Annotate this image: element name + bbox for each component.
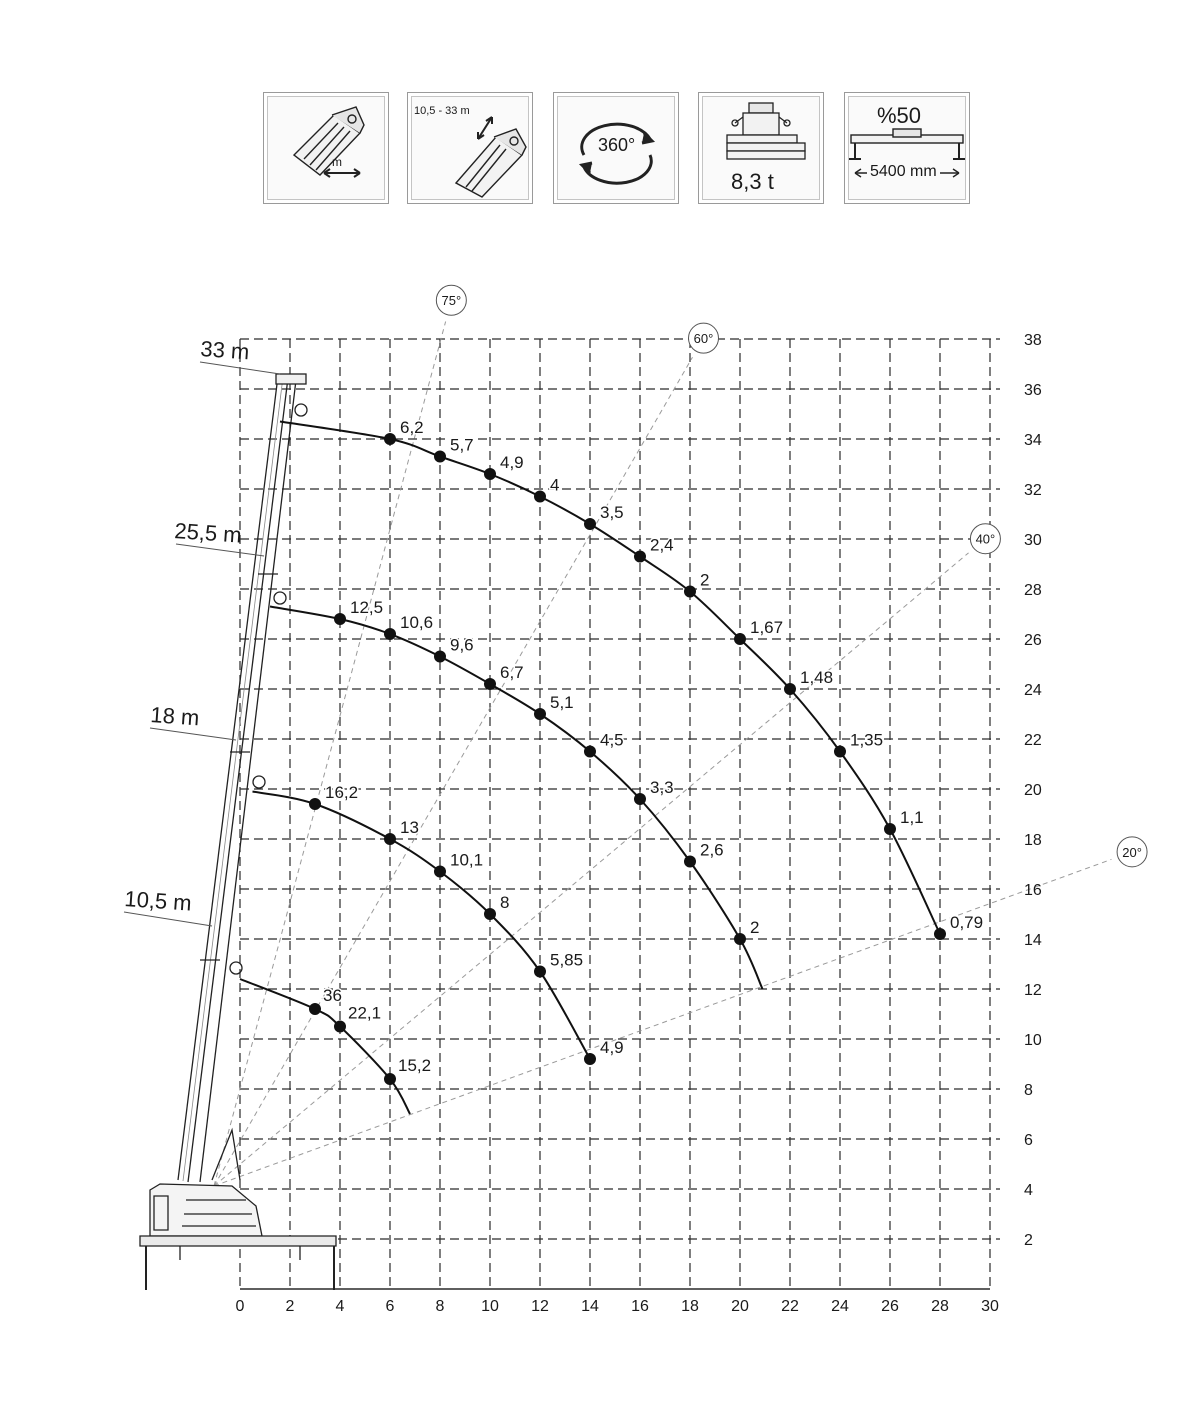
angle-line: [214, 553, 969, 1186]
boom-length-label: 25,5 m: [173, 518, 243, 548]
load-point: [584, 518, 596, 530]
load-capacity-label: 0,79: [950, 913, 984, 932]
load-point: [384, 628, 396, 640]
load-capacity-label: 1,48: [800, 668, 834, 687]
angle-label: 20°: [1122, 844, 1142, 860]
load-point: [434, 451, 446, 463]
load-capacity-label: 1,35: [850, 730, 884, 750]
load-point: [334, 1021, 346, 1033]
load-capacity-label: 5,1: [550, 693, 574, 712]
x-tick-label: 10: [481, 1298, 499, 1315]
y-tick-label: 32: [1024, 482, 1042, 499]
y-tick-label: 38: [1024, 332, 1042, 349]
load-capacity-label: 10,1: [450, 850, 484, 870]
load-capacity-label: 2,6: [700, 840, 724, 860]
x-tick-label: 4: [335, 1298, 345, 1315]
load-capacity-label: 22,1: [348, 1003, 382, 1023]
load-capacity-label: 8: [500, 893, 510, 912]
load-point: [884, 823, 896, 835]
crane-drawing: [140, 374, 336, 1290]
load-capacity-label: 16,2: [325, 783, 359, 802]
load-capacity-label: 3,3: [650, 778, 674, 797]
y-tick-label: 14: [1024, 932, 1042, 949]
y-tick-label: 30: [1024, 532, 1042, 549]
load-point: [684, 856, 696, 868]
y-tick-label: 28: [1024, 582, 1042, 599]
load-point: [484, 468, 496, 480]
load-point: [584, 1053, 596, 1065]
load-capacity-label: 6,7: [500, 663, 524, 682]
y-tick-label: 22: [1024, 732, 1042, 749]
x-tick-label: 0: [235, 1298, 245, 1315]
boom-length-label: 18 m: [149, 702, 201, 731]
load-capacity-label: 2: [700, 570, 710, 590]
x-tick-label: 30: [981, 1298, 999, 1315]
x-tick-label: 20: [731, 1298, 749, 1315]
x-tick-label: 18: [681, 1298, 699, 1315]
load-point: [384, 833, 396, 845]
angle-lines: [214, 285, 1147, 1186]
load-point: [734, 633, 746, 645]
x-tick-label: 24: [831, 1298, 849, 1315]
load-capacity-label: 1,1: [900, 808, 924, 827]
y-tick-label: 12: [1024, 982, 1042, 999]
load-point: [484, 678, 496, 690]
angle-line: [214, 859, 1111, 1186]
load-capacity-label: 4,9: [600, 1038, 624, 1057]
y-tick-label: 4: [1024, 1182, 1033, 1199]
load-capacity-label: 5,7: [450, 435, 474, 455]
y-tick-label: 26: [1024, 632, 1042, 649]
load-point: [684, 586, 696, 598]
outrigger-percent-label: %50: [877, 103, 922, 128]
load-capacity-label: 1,67: [750, 618, 784, 637]
load-point: [584, 746, 596, 758]
x-tick-label: 28: [931, 1298, 949, 1315]
load-capacity-label: 13: [400, 818, 419, 837]
x-tick-label: 14: [581, 1298, 599, 1315]
load-capacity-label: 4: [550, 475, 560, 495]
load-point: [484, 908, 496, 920]
y-tick-label: 20: [1024, 782, 1042, 799]
y-tick-label: 2: [1024, 1232, 1033, 1249]
load-capacity-label: 36: [323, 986, 342, 1005]
y-tick-label: 8: [1024, 1082, 1033, 1099]
load-capacity-label: 6,2: [400, 418, 424, 437]
y-tick-label: 36: [1024, 382, 1042, 399]
load-point: [734, 933, 746, 945]
y-tick-label: 34: [1024, 432, 1042, 449]
load-point: [334, 613, 346, 625]
boom-range-label: 10,5 - 33 m: [414, 105, 470, 117]
load-capacity-label: 2,4: [650, 535, 674, 555]
load-point: [634, 793, 646, 805]
slewing-label: 360°: [598, 135, 636, 155]
angle-label: 75°: [441, 293, 462, 309]
load-capacity-label: 2: [750, 918, 760, 937]
chart-grid: [240, 339, 1000, 1289]
x-tick-label: 12: [531, 1298, 549, 1315]
load-point: [309, 798, 321, 810]
telescopic-unit-label: m: [332, 155, 342, 169]
load-point: [534, 966, 546, 978]
x-tick-label: 2: [285, 1298, 295, 1315]
load-point: [934, 928, 946, 940]
load-point: [534, 708, 546, 720]
load-capacity-label: 4,5: [600, 730, 624, 750]
x-tick-label: 26: [881, 1298, 899, 1315]
x-tick-label: 16: [631, 1298, 649, 1315]
load-curve-line: [253, 792, 591, 1060]
angle-line: [214, 357, 693, 1186]
y-tick-label: 24: [1024, 682, 1042, 699]
boom-length-label: 33 m: [199, 336, 251, 365]
load-point: [634, 551, 646, 563]
counterweight-label: 8,3 t: [731, 169, 774, 194]
load-point: [784, 683, 796, 695]
boom-length-label: 10,5 m: [123, 886, 193, 916]
x-tick-label: 8: [435, 1298, 445, 1315]
load-point: [309, 1003, 321, 1015]
x-tick-label: 6: [385, 1298, 395, 1315]
load-point: [434, 866, 446, 878]
load-point: [384, 433, 396, 445]
load-point: [434, 651, 446, 663]
load-capacity-label: 15,2: [398, 1056, 432, 1075]
boom-length-leader: [124, 912, 212, 926]
load-capacity-label: 9,6: [450, 635, 474, 655]
load-point: [534, 491, 546, 503]
angle-label: 40°: [975, 531, 996, 547]
load-capacity-label: 10,6: [400, 613, 434, 632]
load-curves: [240, 418, 983, 1114]
x-tick-label: 22: [781, 1298, 799, 1315]
load-capacity-label: 3,5: [600, 503, 624, 522]
angle-label: 60°: [693, 331, 714, 347]
outrigger-span-label: 5400 mm: [867, 163, 940, 181]
y-tick-label: 10: [1024, 1032, 1042, 1049]
y-tick-label: 6: [1024, 1132, 1033, 1149]
load-capacity-label: 12,5: [350, 598, 384, 617]
load-capacity-label: 5,85: [550, 950, 584, 970]
load-capacity-label: 4,9: [500, 453, 524, 472]
load-point: [834, 746, 846, 758]
load-curve-line: [280, 422, 940, 935]
load-point: [384, 1073, 396, 1085]
y-tick-label: 16: [1024, 882, 1042, 899]
y-tick-label: 18: [1024, 832, 1042, 849]
